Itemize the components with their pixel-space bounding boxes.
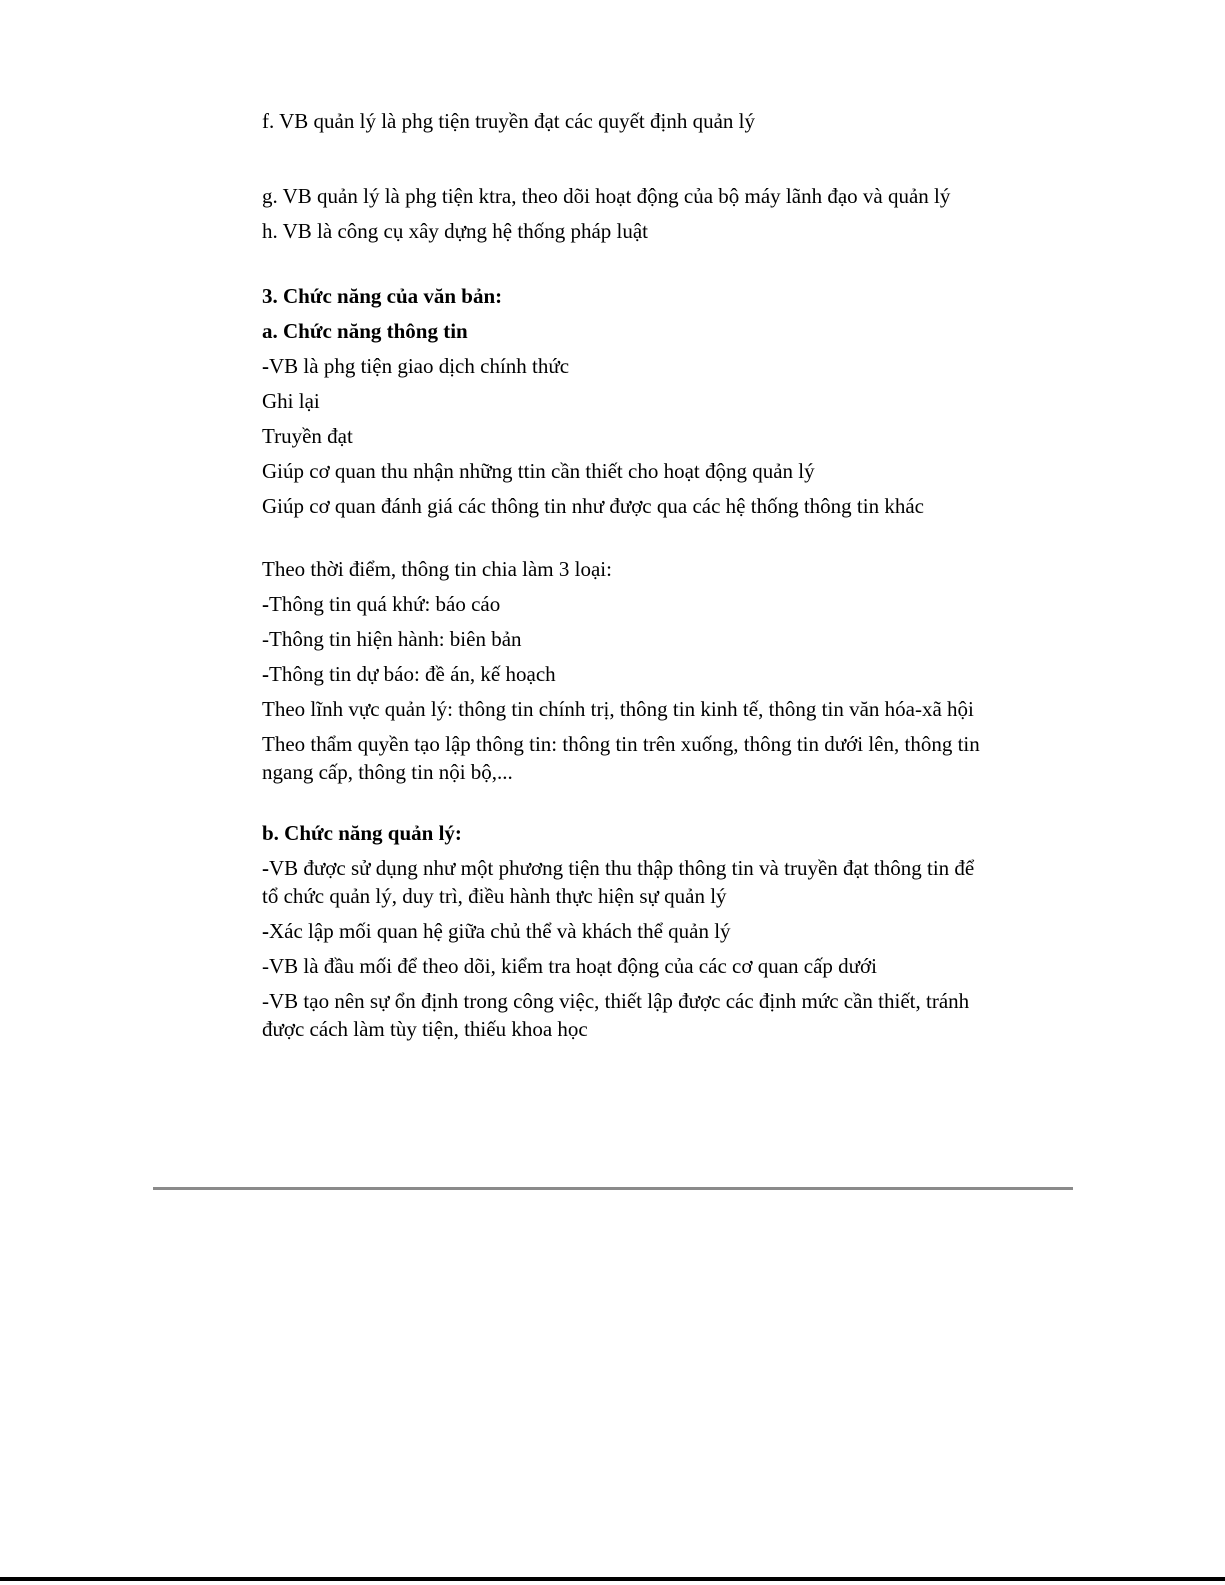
paragraph-text: -VB là đầu mối để theo dõi, kiểm tra hoạt động của các cơ quan cấp dưới (262, 954, 877, 978)
paragraph-theo-linh-vuc (262, 695, 992, 723)
paragraph-theo-tham-quyen (262, 730, 992, 786)
heading-section-3 (262, 282, 992, 310)
paragraph-text: Ghi lại (262, 389, 320, 413)
paragraph-giup-danh-gia (262, 492, 992, 520)
paragraph-item-f (262, 107, 992, 135)
paragraph-vb-tao-nen (262, 987, 992, 1043)
document-page (262, 107, 992, 1050)
heading-text: b. Chức năng quản lý: (262, 821, 462, 845)
paragraph-text: -Thông tin hiện hành: biên bản (262, 627, 522, 651)
paragraph-text: Thông tin dự báo: đề án, kế hoạch (269, 662, 556, 686)
paragraph-text: Theo thẩm quyền tạo lập thông tin: thông tin trên xuống, thông tin dưới lên, thông tin ngang cấp, thông tin nội bộ,... (262, 732, 980, 784)
list-dash: - (262, 662, 269, 686)
heading-text: 3. Chức năng của văn bản: (262, 284, 503, 308)
heading-text: a. Chức năng thông tin (262, 319, 468, 343)
paragraph-text: f. VB quản lý là phg tiện truyền đạt các quyết định quản lý (262, 109, 755, 133)
paragraph-item-h (262, 217, 992, 245)
paragraph-ttin-hien-hanh (262, 625, 992, 653)
paragraph-text: Theo lĩnh vực quản lý: thông tin chính trị, thông tin kinh tế, thông tin văn hóa-xã hội (262, 697, 974, 721)
paragraph-ghi-lai (262, 387, 992, 415)
blank-line (262, 793, 992, 819)
paragraph-text: g. VB quản lý là phg tiện ktra, theo dõi hoạt động của bộ máy lãnh đạo và quản lý (262, 184, 951, 208)
paragraph-text: Xác lập mối quan hệ giữa chủ thể và khách thể quản lý (269, 919, 731, 943)
paragraph-ttin-qua-khu (262, 590, 992, 618)
heading-function-info (262, 317, 992, 345)
paragraph-text: -VB tạo nên sự ổn định trong công việc, thiết lập được các định mức cần thiết, tránh được cách làm tùy tiện, thiếu khoa học (262, 989, 970, 1041)
bottom-border (0, 1577, 1225, 1581)
paragraph-text: VB được sử dụng như một phương tiện thu thập thông tin và truyền đạt thông tin để tổ chức quản lý, duy trì, điều hành thực hiện sự quản lý (262, 856, 975, 908)
paragraph-giup-thu-nhan (262, 457, 992, 485)
paragraph-theo-thoi-diem (262, 555, 992, 583)
list-dash: - (262, 592, 269, 616)
heading-function-quan-ly (262, 819, 992, 847)
paragraph-text: Thông tin quá khứ: báo cáo (269, 592, 501, 616)
paragraph-ttin-du-bao (262, 660, 992, 688)
paragraph-text: VB là phg tiện giao dịch chính thức (269, 354, 570, 378)
list-dash: - (262, 354, 269, 378)
horizontal-rule (153, 1187, 1073, 1190)
list-dash: - (262, 919, 269, 943)
paragraph-item-g (262, 182, 992, 210)
paragraph-text: Giúp cơ quan thu nhận những ttin cần thiết cho hoạt động quản lý (262, 459, 815, 483)
paragraph-vb-dau-moi (262, 952, 992, 980)
blank-line (262, 252, 992, 282)
paragraph-text: Theo thời điểm, thông tin chia làm 3 loại: (262, 557, 612, 581)
paragraph-text: Giúp cơ quan đánh giá các thông tin như được qua các hệ thống thông tin khác (262, 494, 924, 518)
paragraph-truyen-dat (262, 422, 992, 450)
blank-line (262, 527, 992, 555)
paragraph-xac-lap (262, 917, 992, 945)
list-dash: - (262, 856, 269, 880)
blank-line (262, 142, 992, 182)
paragraph-vb-duoc-su-dung (262, 854, 992, 910)
paragraph-vb-giao-dich (262, 352, 992, 380)
paragraph-text: Truyền đạt (262, 424, 353, 448)
paragraph-text: h. VB là công cụ xây dựng hệ thống pháp luật (262, 219, 649, 243)
